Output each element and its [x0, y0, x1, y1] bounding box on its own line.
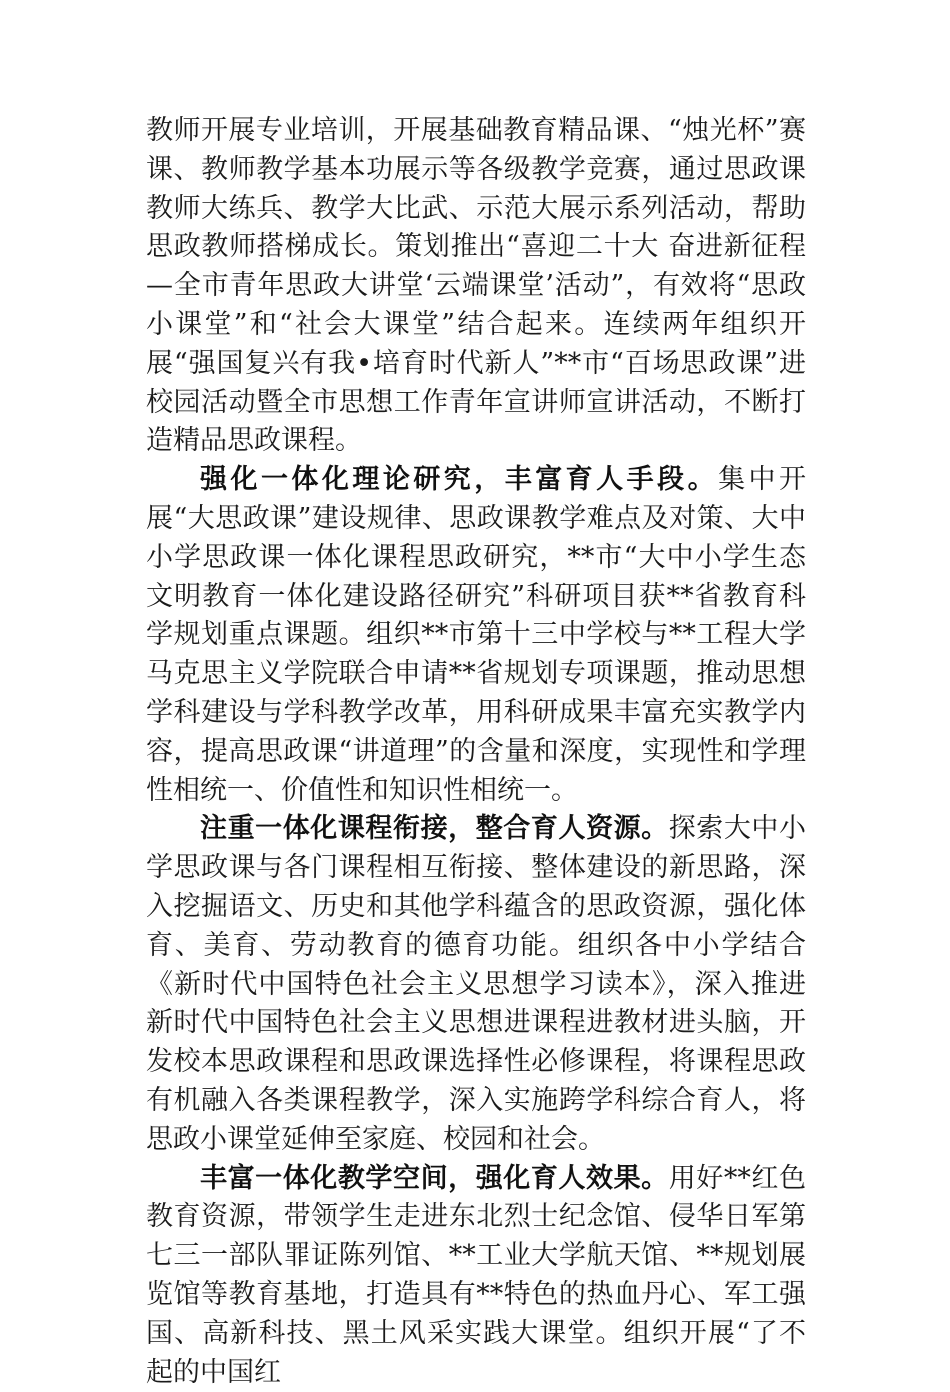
paragraph-heading: 强化一体化理论研究，丰富育人手段。: [200, 464, 719, 496]
paragraph-continued: [146, 112, 806, 461]
paragraph-body: 教师开展专业培训，开展基础教育精品课、“烛光杯”赛课、教师教学基本功展示等各级教学竞赛，通过思政课教师大练兵、教学大比武、示范大展示系列活动，帮助思政教师搭梯成长。策划推出“喜迎二十大 奋进新征程—全市青年思政大讲堂‘云端课堂’活动”，有效将“思政小课堂”和“社会大课堂”结合起来。连续两年组织开展“强国复兴有我•培育时代新人”**市“百场思政课”进校园活动暨全市思想工作青年宣讲师宣讲活动，不断打造精品思政课程。: [146, 115, 806, 457]
paragraph-heading: 丰富一体化教学空间，强化育人效果。: [200, 1162, 669, 1194]
document-page: [146, 112, 806, 1392]
paragraph-body: 探索大中小学思政课与各门课程相互衔接、整体建设的新思路，深入挖掘语文、历史和其他学科蕴含的思政资源，强化体育、美育、劳动教育的德育功能。组织各中小学结合《新时代中国特色社会主义思想学习读本》，深入推进新时代中国特色社会主义思想进课程进教材进头脑，开发校本思政课程和思政课选择性必修课程，将课程思政有机融入各类课程教学，深入实施跨学科综合育人，将思政小课堂延伸至家庭、校园和社会。: [146, 813, 807, 1155]
paragraph-body: 集中开展“大思政课”建设规律、思政课教学难点及对策、大中小学思政课一体化课程思政研究，**市“大中小学生态文明教育一体化建设路径研究”科研项目获**省教育科学规划重点课题。组织**市第十三中学校与**工程大学马克思主义学院联合申请**省规划专项课题，推动思想学科建设与学科教学改革，用科研成果丰富充实教学内容，提高思政课“讲道理”的含量和深度，实现性和学理性相统一、价值性和知识性相统一。: [146, 464, 807, 806]
paragraph-body: 用好**红色教育资源，带领学生走进东北烈士纪念馆、侵华日军第七三一部队罪证陈列馆、**工业大学航天馆、**规划展览馆等教育基地，打造具有**特色的热血丹心、军工强国、高新科技、黑土风采实践大课堂。组织开展“了不起的中国红: [146, 1162, 807, 1388]
paragraph-curriculum-connection: [146, 810, 806, 1159]
paragraph-heading: 注重一体化课程衔接，整合育人资源。: [200, 813, 669, 845]
paragraph-teaching-space: [146, 1160, 806, 1392]
paragraph-theory-research: [146, 461, 806, 810]
